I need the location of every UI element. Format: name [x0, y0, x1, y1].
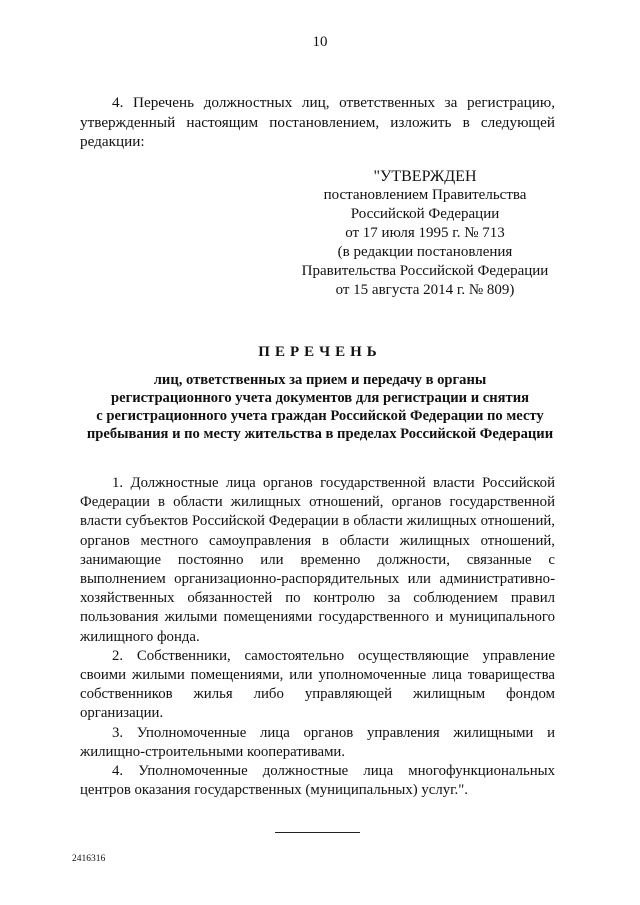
list-item: 4. Уполномоченные должностные лица многофункциональных центров оказания государственных (муниципальных) услуг.".	[80, 763, 555, 799]
subtitle-line: пребывания и по месту жительства в пределах Российской Федерации	[86, 426, 554, 442]
intro-paragraph: 4. Перечень должностных лиц, ответственных за регистрацию, утвержденный настоящим постановлением, изложить в следующей редакции:	[80, 94, 555, 150]
list-item: 2. Собственники, самостоятельно осуществляющие управление своими жилыми помещениями, или уполномоченные лица товарищества собственников жилья либо управляющей жилищным фондом организации.	[80, 647, 555, 722]
approval-line: от 17 июля 1995 г. № 713	[345, 225, 505, 241]
subtitle-line: с регистрационного учета граждан Российской Федерации по месту	[96, 408, 544, 424]
subtitle-line: лиц, ответственных за прием и передачу в органы	[153, 372, 487, 388]
list-items	[80, 474, 555, 800]
subtitle-line: регистрационного учета документов для регистрации и снятия	[110, 390, 530, 406]
list-subtitle	[60, 371, 580, 443]
approval-line: (в редакции постановления	[337, 244, 513, 260]
document-code: 2416316	[72, 854, 106, 864]
approval-line: "УТВЕРЖДЕН	[373, 168, 477, 185]
closing-rule	[275, 832, 360, 833]
page-number: 10	[312, 34, 328, 50]
approval-line: от 15 августа 2014 г. № 809)	[335, 282, 515, 298]
list-title: ПЕРЕЧЕНЬ	[258, 344, 382, 360]
list-item: 1. Должностные лица органов государственной власти Российской Федерации в области жилищных отношений, органов государственной власти субъектов Российской Федерации в области жилищных отношений, органов местного самоуправления в области жилищных отношений, занимающие постоянно или временно должности, связанные с выполнением организационно-распорядительных или административно-хозяйственных обязанностей по контролю за соблюдением правил пользования жилыми помещениями государственного и муниципального жилищного фонда.	[80, 475, 555, 645]
approval-line: постановлением Правительства	[323, 187, 527, 203]
approval-line: Российской Федерации	[350, 206, 500, 222]
approval-line: Правительства Российской Федерации	[301, 263, 549, 279]
list-item: 3. Уполномоченные лица органов управления жилищными и жилищно-строительными кооперативами.	[80, 724, 555, 760]
approval-block	[300, 167, 550, 300]
